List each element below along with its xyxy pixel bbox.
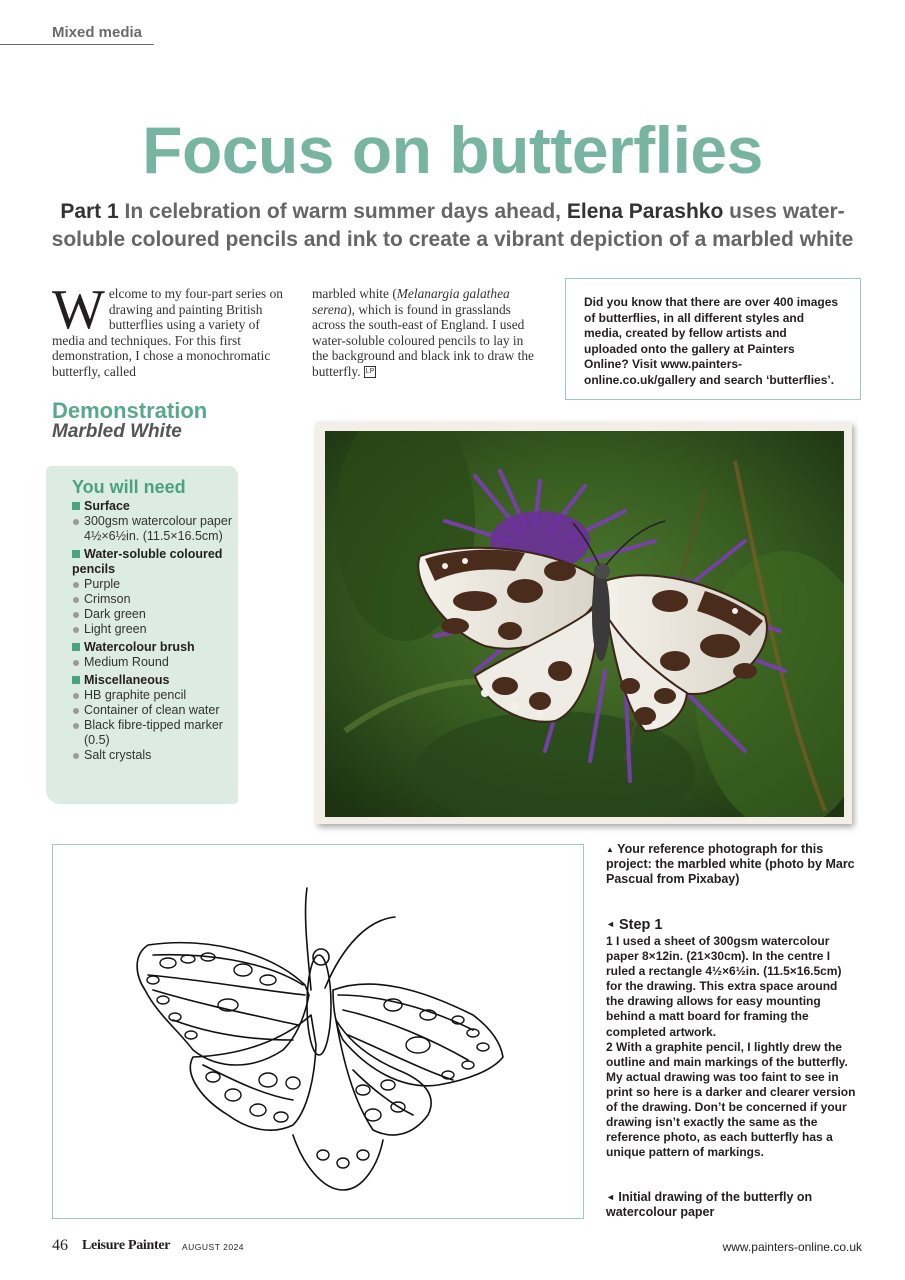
intro-text-1: elcome to my four-part series on drawing and painting British butterflies using a variety of media and techniques. For this first demonstration, I chose a monochromatic butterfly, called (52, 286, 283, 379)
intro-text-2a: marbled white ( (312, 286, 397, 301)
materials-item: Container of clean water (72, 703, 242, 718)
materials-item: 300gsm watercolour paper 4½×6½in. (11.5×16.5cm) (72, 514, 242, 544)
square-bullet-icon (72, 502, 80, 510)
demonstration-heading: Demonstration (52, 398, 208, 423)
section-label: Mixed media (52, 24, 143, 41)
materials-item: Light green (72, 622, 242, 637)
step1-text (606, 934, 858, 1160)
page-number: 46 (52, 1237, 68, 1254)
materials-item: Salt crystals (72, 748, 242, 763)
triangle-left-icon: ◄ (606, 919, 615, 929)
materials-group-heading: Watercolour brush (72, 640, 242, 655)
step1-paragraph-2: 2 With a graphite pencil, I lightly drew the outline and main markings of the butterfly. My actual drawing was too faint to see in print so here is a darker and clearer version of the drawing. Don’t be concerned if your drawing isn’t exactly the same as the reference photo, as each butterfly has a unique pattern of markings. (606, 1039, 856, 1160)
intro-column-2 (312, 286, 538, 379)
latin-name: Melanargia galathea serena (312, 286, 510, 317)
article-title: Focus on butterflies (142, 113, 763, 187)
drop-cap: W (52, 279, 105, 341)
triangle-left-icon: ◄ (606, 1192, 615, 1202)
section-rule (0, 44, 154, 45)
materials-group-heading: Water-soluble coloured pencils (72, 547, 223, 576)
square-bullet-icon (72, 676, 80, 684)
step1-paragraph-1: 1 I used a sheet of 300gsm watercolour paper 8×12in. (21×30cm). In the centre I ruled a rectangle 4½×6½in. (11.5×16.5cm) for the drawing. This extra space around the drawing allows for easy mounting behind a matt board for framing the completed artwork. (606, 934, 842, 1039)
issue-date: AUGUST 2024 (182, 1242, 245, 1252)
square-bullet-icon (72, 550, 80, 558)
intro-column-1 (52, 279, 288, 379)
butterfly-line-drawing (53, 845, 583, 1218)
triangle-up-icon: ▲ (606, 845, 614, 854)
materials-item: Black fibre-tipped marker (0.5) (72, 718, 242, 748)
materials-item: Dark green (72, 607, 242, 622)
butterfly-photo-illustration (325, 431, 844, 817)
website-url[interactable]: www.painters-online.co.uk (722, 1240, 862, 1254)
drawing-caption: ◄ Initial drawing of the butterfly on watercolour paper (606, 1190, 813, 1219)
materials-item: Purple (72, 577, 242, 592)
reference-photo (325, 431, 844, 817)
materials-title: You will need (72, 477, 186, 497)
magazine-name: Leisure Painter (82, 1238, 171, 1253)
end-mark-icon: LP (364, 366, 376, 378)
step1-drawing (52, 844, 584, 1219)
materials-group-heading: Surface (72, 499, 242, 514)
standfirst-part: Part 1 (60, 200, 119, 223)
square-bullet-icon (72, 643, 80, 651)
demonstration-subject: Marbled White (52, 421, 182, 442)
reference-caption: ▲ Your reference photograph for this project: the marbled white (photo by Marc Pascual from Pixabay) (606, 842, 855, 886)
materials-group-heading: Miscellaneous (72, 673, 242, 688)
standfirst (40, 198, 865, 254)
gallery-info-box (565, 278, 861, 400)
step1-heading: ◄ Step 1 (606, 917, 663, 933)
materials-item: HB graphite pencil (72, 688, 242, 703)
materials-item: Medium Round (72, 655, 242, 670)
standfirst-text-a: In celebration of warm summer days ahead, (124, 200, 562, 223)
standfirst-author: Elena Parashko (566, 200, 724, 223)
materials-list (72, 477, 242, 763)
materials-item: Crimson (72, 592, 242, 607)
gallery-info-text: Did you know that there are over 400 images of butterflies, in all different styles and media, created by fellow artists and uploaded onto the gallery at Painters Online? Visit www.painters-online.co.uk/gallery and search ‘butterflies’. (584, 295, 839, 387)
standfirst-text-b: uses water-soluble coloured pencils and ink to create a vibrant depiction of a marbled white (51, 200, 854, 251)
intro-text-2b: ), which is found in grasslands across the south-east of England. I used water-soluble coloured pencils to lay in the background and black ink to draw the butterfly. (312, 301, 534, 379)
